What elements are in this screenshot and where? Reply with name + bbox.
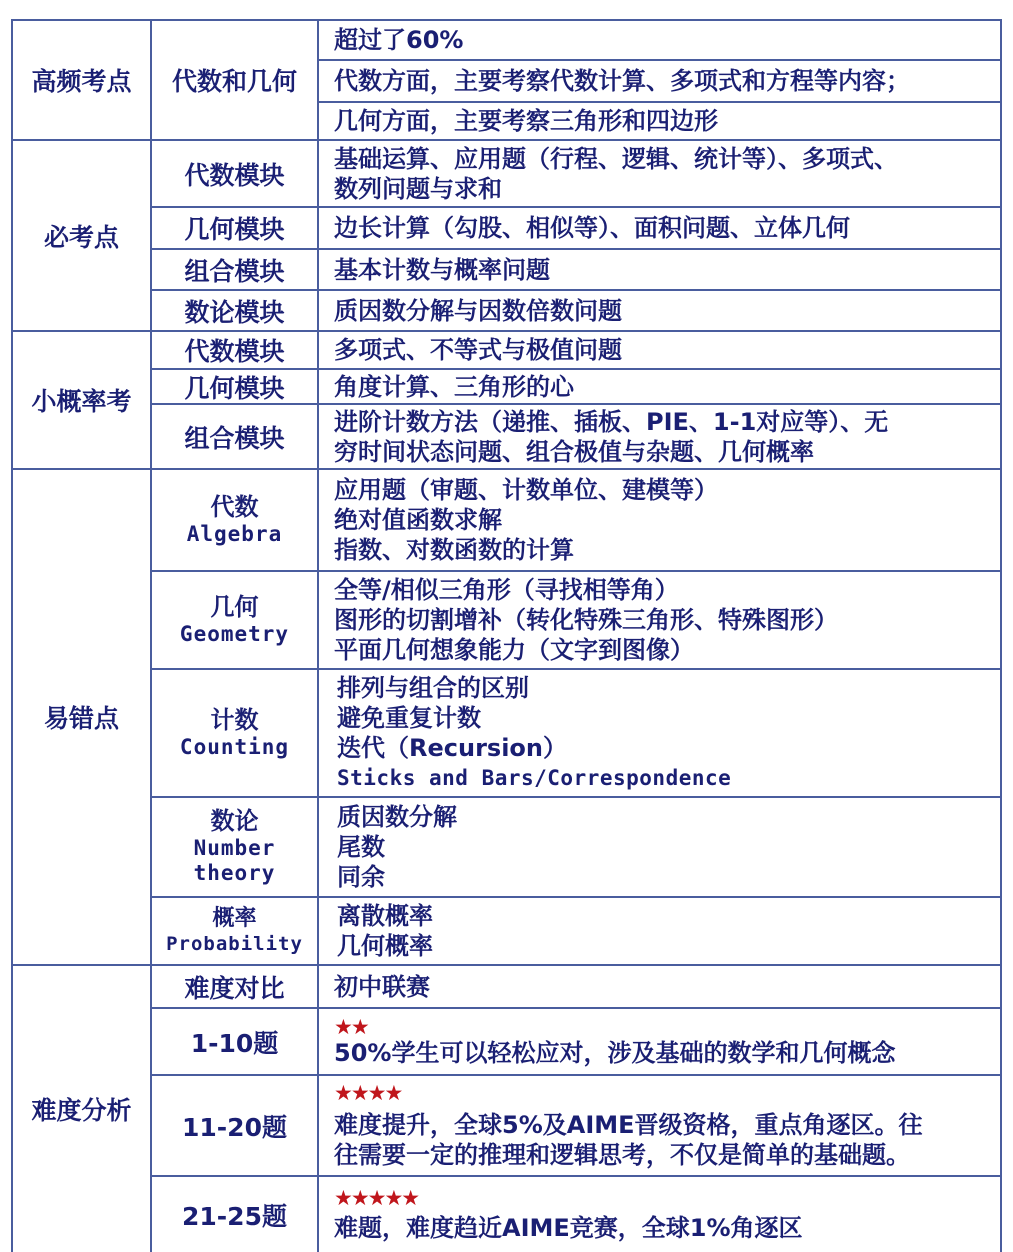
content-cell: 排列与组合的区别 避免重复计数 迭代（Recursion） Sticks and Bars/Correspondence	[337, 674, 732, 790]
module-cell-algebra-geometry: 代数和几何	[171, 67, 297, 96]
module-cell: 代数模块	[184, 337, 285, 366]
module-cell: 组合模块	[184, 256, 285, 286]
content-cell: 应用题（审题、计数单位、建模等） 绝对值函数求解 指数、对数函数的计算	[334, 476, 718, 564]
module-cell-counting: 计数 Counting	[179, 706, 290, 759]
content-cell: 基本计数与概率问题	[334, 255, 550, 284]
module-cell: 组合模块	[184, 423, 285, 453]
content-cell: 离散概率 几何概率	[337, 902, 433, 960]
rating-stars: ★★	[334, 1014, 368, 1039]
module-cell: 代数模块	[184, 160, 285, 190]
module-cell: 难度对比	[184, 973, 285, 1003]
section-title-must: 必考点	[43, 222, 119, 252]
content-cell: 代数方面，主要考察代数计算、多项式和方程等内容；	[334, 67, 910, 95]
section-title-high-frequency: 高频考点	[31, 67, 132, 96]
grid-line	[1000, 19, 1002, 1252]
section-title-low-probability: 小概率考	[31, 387, 132, 416]
rating-stars: ★★★★★	[334, 1185, 419, 1210]
section-title-difficulty: 难度分析	[31, 1096, 132, 1125]
module-cell: 11-20题	[182, 1112, 287, 1142]
content-cell: ★★★★★ 难题，难度趋近AIME竞赛，全球1%角逐区	[334, 1177, 998, 1252]
content-cell: 超过了60%	[334, 26, 464, 54]
module-cell: 数论模块	[184, 297, 285, 327]
module-cell: 1-10题	[190, 1028, 279, 1058]
grid-line	[317, 19, 319, 1252]
content-cell: 几何方面，主要考察三角形和四边形	[334, 107, 718, 135]
content-cell: 质因数分解 尾数 同余	[337, 803, 457, 891]
module-cell: 几何模块	[184, 215, 285, 244]
content-cell: ★★ 50%学生可以轻松应对，涉及基础的数学和几何概念	[334, 1009, 998, 1074]
module-cell-number-theory: 数论 Number theory	[193, 807, 276, 886]
content-cell: 全等/相似三角形（寻找相等角） 图形的切割增补（转化特殊三角形、特殊图形） 平面几何想象能力（文字到图像）	[334, 576, 838, 664]
module-cell: 几何模块	[184, 373, 285, 403]
content-cell: 初中联赛	[334, 972, 430, 1001]
content-cell: 边长计算（勾股、相似等）、面积问题、立体几何	[334, 214, 850, 242]
section-title-error-prone: 易错点	[43, 704, 119, 733]
content-cell: ★★★★ 难度提升，全球5%及AIME晋级资格，重点角逐区。往 往需要一定的推理和逻辑思考，不仅是简单的基础题。	[334, 1076, 998, 1175]
content-cell: 质因数分解与因数倍数问题	[334, 296, 622, 325]
module-cell-geometry: 几何 Geometry	[179, 593, 290, 646]
module-cell-probability: 概率 Probability	[166, 906, 303, 955]
module-cell: 21-25题	[182, 1201, 287, 1231]
rating-stars: ★★★★	[334, 1080, 402, 1105]
module-cell-algebra: 代数 Algebra	[186, 493, 283, 546]
content-cell: 进阶计数方法（递推、插板、PIE、1-1对应等）、无 穷时间状态问题、组合极值与杂题、几何概率	[334, 407, 889, 466]
content-cell: 多项式、不等式与极值问题	[334, 336, 622, 364]
content-cell: 基础运算、应用题（行程、逻辑、统计等）、多项式、 数列问题与求和	[334, 144, 898, 203]
content-cell: 角度计算、三角形的心	[334, 372, 574, 401]
